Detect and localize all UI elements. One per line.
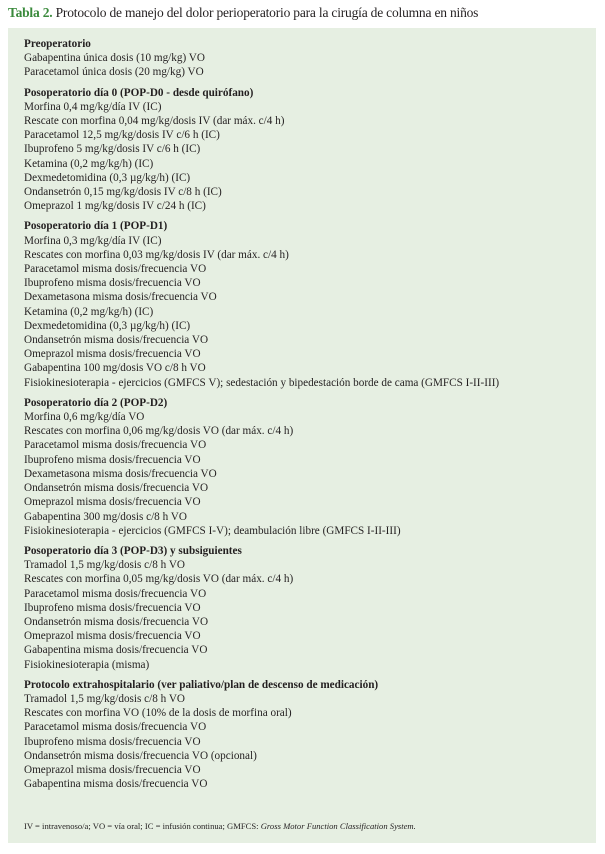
protocol-item: Paracetamol única dosis (20 mg/kg) VO (24, 66, 204, 79)
protocol-item: Omeprazol misma dosis/frecuencia VO (24, 763, 201, 776)
protocol-item: Ondansetrón misma dosis/frecuencia VO (24, 334, 209, 347)
section-heading: Posoperatorio día 0 (POP-D0 - desde quirófano) (24, 86, 254, 99)
protocol-item: Paracetamol misma dosis/frecuencia VO (24, 721, 207, 734)
protocol-item: Ibuprofeno misma dosis/frecuencia VO (24, 601, 201, 614)
protocol-item: Ibuprofeno 5 mg/kg/dosis IV c/6 h (IC) (24, 143, 201, 156)
table-number: Tabla 2. (8, 5, 53, 20)
protocol-item: Gabapentina 300 mg/dosis c/8 h VO (24, 510, 187, 523)
table-caption (8, 5, 478, 21)
protocol-item: Morfina 0,3 mg/kg/día IV (IC) (24, 234, 162, 247)
footnote-gmfcs-expansion: Gross Motor Function Classification System. (260, 821, 416, 831)
protocol-item: Dexametasona misma dosis/frecuencia VO (24, 467, 217, 480)
protocol-item: Tramadol 1,5 mg/kg/dosis c/8 h VO (24, 692, 185, 705)
protocol-item: Rescates con morfina 0,05 mg/kg/dosis VO (dar máx. c/4 h) (24, 573, 294, 586)
protocol-item: Omeprazol 1 mg/kg/dosis IV c/24 h (IC) (24, 200, 206, 213)
section-heading: Posoperatorio día 2 (POP-D2) (24, 396, 168, 409)
protocol-item: Ibuprofeno misma dosis/frecuencia VO (24, 453, 201, 466)
protocol-item: Paracetamol misma dosis/frecuencia VO (24, 263, 207, 276)
protocol-item: Rescates con morfina VO (10% de la dosis de morfina oral) (24, 707, 292, 720)
section-heading: Protocolo extrahospitalario (ver paliativo/plan de descenso de medicación) (24, 678, 379, 691)
protocol-item: Dexmedetomidina (0,3 µg/kg/h) (IC) (24, 171, 191, 184)
protocol-item: Rescate con morfina 0,04 mg/kg/dosis IV (dar máx. c/4 h) (24, 115, 285, 128)
protocol-item: Dexametasona misma dosis/frecuencia VO (24, 291, 217, 304)
protocol-item: Fisiokinesioterapia - ejercicios (GMFCS I-V); deambulación libre (GMFCS I-II-III) (24, 524, 401, 537)
protocol-item: Gabapentina 100 mg/dosis VO c/8 h VO (24, 362, 206, 375)
protocol-item: Paracetamol 12,5 mg/kg/dosis IV c/6 h (IC) (24, 129, 220, 142)
protocol-item: Ondansetrón misma dosis/frecuencia VO (opcional) (24, 749, 257, 762)
section-heading: Preoperatorio (24, 38, 91, 50)
section-posoperatorio-dia-0-pop (24, 86, 586, 214)
footnote (24, 821, 416, 832)
protocol-item: Rescates con morfina 0,03 mg/kg/dosis IV (dar máx. c/4 h) (24, 248, 289, 261)
section-posoperatorio-dia-1-pop (24, 219, 586, 389)
table-title: Protocolo de manejo del dolor perioperatorio para la cirugía de columna en niños (52, 5, 479, 20)
section-posoperatorio-dia-3-pop (24, 544, 586, 672)
protocol-item: Ketamina (0,2 mg/kg/h) (IC) (24, 157, 154, 170)
protocol-item: Ondansetrón misma dosis/frecuencia VO (24, 615, 209, 628)
footnote-abbreviations: IV = intravenoso/a; VO = vía oral; IC = infusión continua; GMFCS: (24, 821, 261, 831)
protocol-item: Tramadol 1,5 mg/kg/dosis c/8 h VO (24, 559, 185, 572)
protocol-item: Paracetamol misma dosis/frecuencia VO (24, 587, 207, 600)
protocol-item: Omeprazol misma dosis/frecuencia VO (24, 496, 201, 509)
protocol-item: Ibuprofeno misma dosis/frecuencia VO (24, 735, 201, 748)
protocol-item: Paracetamol misma dosis/frecuencia VO (24, 439, 207, 452)
protocol-sections (24, 37, 586, 797)
protocol-item: Gabapentina misma dosis/frecuencia VO (24, 778, 208, 791)
section-preoperatorio (24, 37, 586, 80)
protocol-item: Fisiokinesioterapia - ejercicios (GMFCS V); sedestación y bipedestación borde de cama (GMFCS I-II-III) (24, 376, 500, 389)
protocol-item: Morfina 0,4 mg/kg/día IV (IC) (24, 100, 162, 113)
protocol-item: Ketamina (0,2 mg/kg/h) (IC) (24, 305, 154, 318)
protocol-item: Fisiokinesioterapia (misma) (24, 658, 150, 671)
protocol-item: Ondansetrón 0,15 mg/kg/dosis IV c/8 h (IC) (24, 186, 222, 199)
protocol-item: Dexmedetomidina (0,3 µg/kg/h) (IC) (24, 319, 191, 332)
protocol-item: Ibuprofeno misma dosis/frecuencia VO (24, 277, 201, 290)
section-protocolo-extrahospitalario-ver-paliativo (24, 678, 586, 792)
protocol-item: Omeprazol misma dosis/frecuencia VO (24, 348, 201, 361)
protocol-item: Morfina 0,6 mg/kg/día VO (24, 411, 145, 424)
protocol-item: Rescates con morfina 0,06 mg/kg/dosis VO (dar máx. c/4 h) (24, 425, 294, 438)
section-heading: Posoperatorio día 1 (POP-D1) (24, 220, 168, 233)
section-heading: Posoperatorio día 3 (POP-D3) y subsiguientes (24, 544, 242, 557)
protocol-item: Ondansetrón misma dosis/frecuencia VO (24, 482, 209, 495)
section-posoperatorio-dia-2-pop (24, 396, 586, 538)
protocol-item: Gabapentina única dosis (10 mg/kg) VO (24, 52, 205, 65)
protocol-item: Omeprazol misma dosis/frecuencia VO (24, 630, 201, 643)
protocol-item: Gabapentina misma dosis/frecuencia VO (24, 644, 208, 657)
table-box (8, 28, 596, 843)
